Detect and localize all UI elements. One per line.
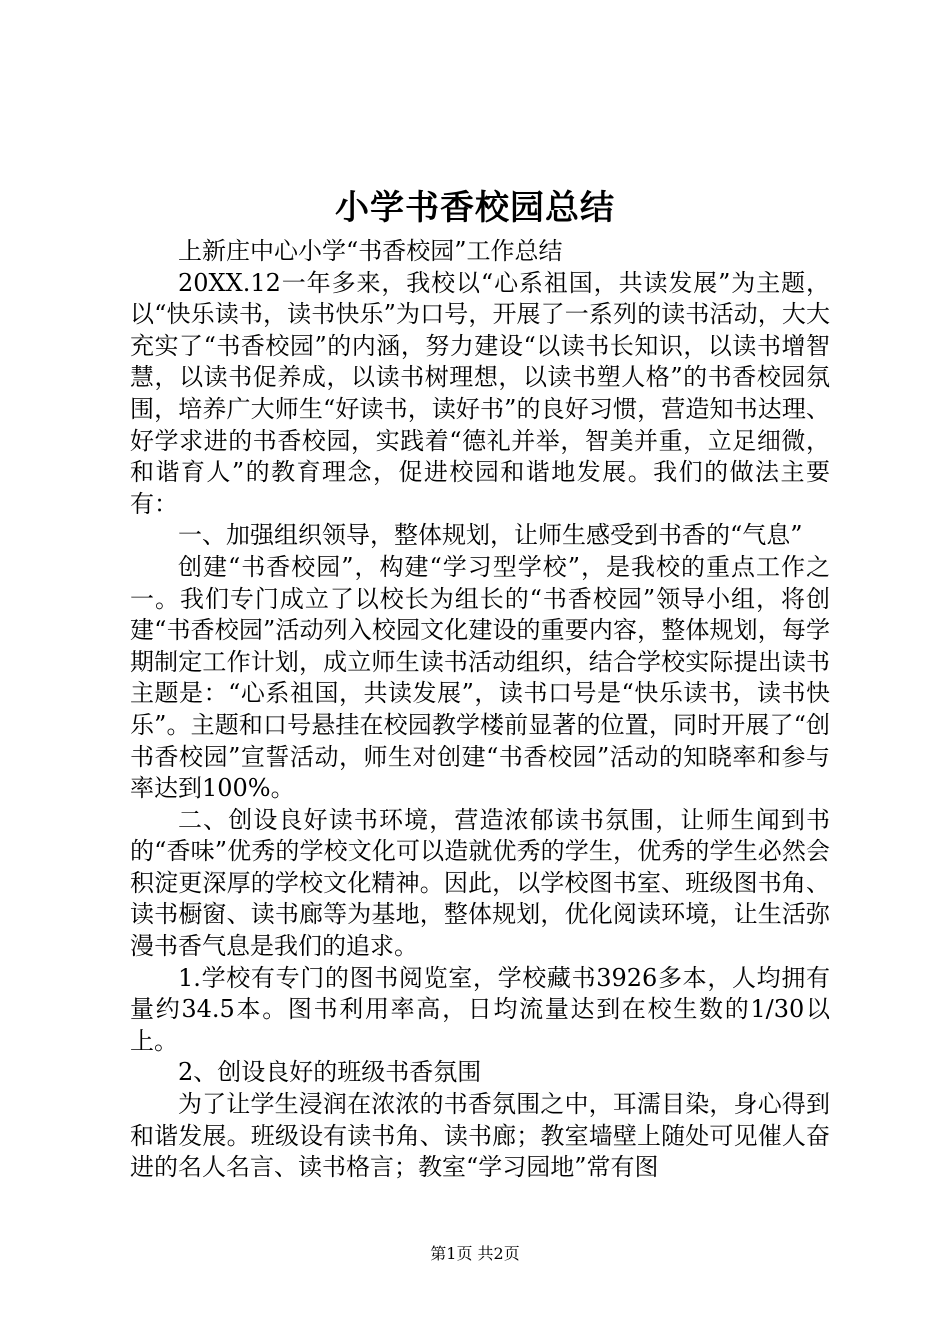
class-atmosphere-paragraph: 为了让学生浸润在浓浓的书香氛围之中，耳濡目染，身心得到和谐发展。班级设有读书角、读书廊；教室墙壁上随处可见催人奋进的名人名言、读书格言；教室“学习园地”常有图 <box>130 1090 830 1182</box>
page-footer: 第1页 共2页 <box>430 1244 520 1263</box>
document-title: 小学书香校园总结 <box>335 188 615 228</box>
document-body <box>130 236 830 1184</box>
section-heading-1: 一、加强组织领导，整体规划，让师生感受到书香的“气息” <box>178 521 803 550</box>
class-atmosphere-heading: 2、创设良好的班级书香氛围 <box>178 1058 482 1087</box>
section-heading-2: 二、创设良好读书环境，营造浓郁读书氛围，让师生闻到书的“香味”优秀的学校文化可以造就优秀的学生，优秀的学生必然会积淀更深厚的学校文化精神。因此，以学校图书室、班级图书角、读书橱窗、读书廊等为基地，整体规划，优化阅读环境，让生活弥漫书香气息是我们的追求。 <box>130 805 830 961</box>
library-paragraph: 1.学校有专门的图书阅览室，学校藏书3926多本，人均拥有量约34.5本。图书利用率高，日均流量达到在校生数的1/30以上。 <box>130 963 830 1055</box>
subtitle-paragraph: 上新庄中心小学“书香校园”工作总结 <box>178 237 563 265</box>
section-1-paragraph: 创建“书香校园”，构建“学习型学校”，是我校的重点工作之一。我们专门成立了以校长为组长的“书香校园”领导小组，将创建“书香校园”活动列入校园文化建设的重要内容，整体规划，每学期制定工作计划，成立师生读书活动组织，结合学校实际提出读书主题是：“心系祖国，共读发展”，读书口号是“快乐读书，读书快乐”。主题和口号悬挂在校园教学楼前显著的位置，同时开展了“创书香校园”宣誓活动，师生对创建“书香校园”活动的知晓率和参与率达到100%。 <box>130 552 830 803</box>
intro-paragraph: 20XX.12一年多来，我校以“心系祖国，共读发展”为主题，以“快乐读书，读书快乐”为口号，开展了一系列的读书活动，大大充实了“书香校园”的内涵，努力建设“以读书长知识，以读书增智慧，以读书促养成，以读书树理想，以读书塑人格”的书香校园氛围，培养广大师生“好读书，读好书”的良好习惯，营造知书达理、好学求进的书香校园，实践着“德礼并举，智美并重，立足细微，和谐育人”的教育理念，促进校园和谐地发展。我们的做法主要有： <box>130 268 830 518</box>
